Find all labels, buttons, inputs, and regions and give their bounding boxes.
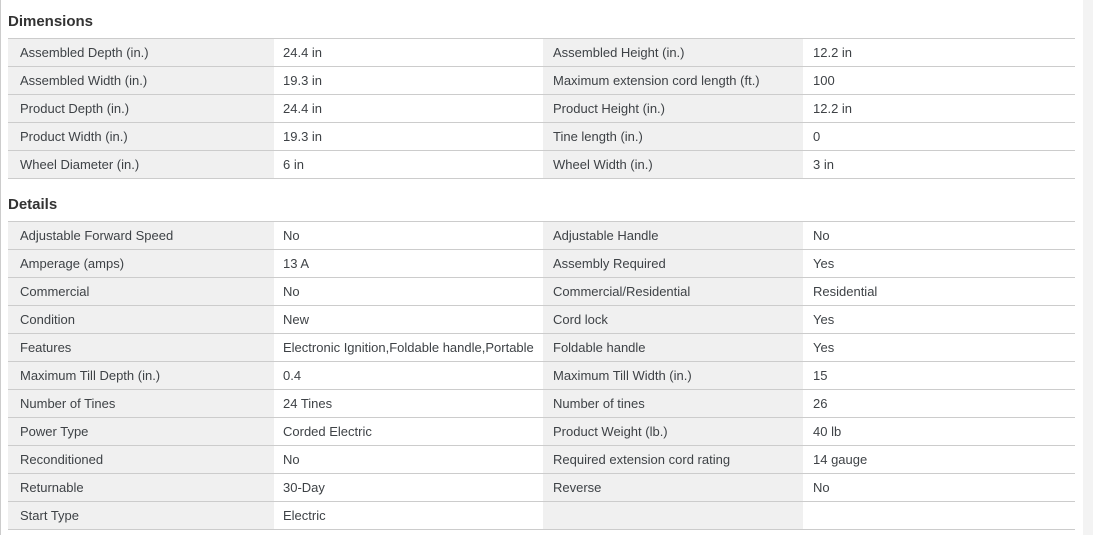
- table-row: [8, 446, 1075, 474]
- spec-label: Power Type: [8, 418, 274, 445]
- table-row: [8, 502, 1075, 530]
- spec-label: Product Height (in.): [543, 95, 803, 122]
- details-section-title: Details: [8, 196, 58, 213]
- spec-label: Tine length (in.): [543, 123, 803, 150]
- spec-label: Condition: [8, 306, 274, 333]
- spec-value: No: [274, 278, 543, 305]
- table-row: [8, 306, 1075, 334]
- table-row: [8, 474, 1075, 502]
- spec-label: Assembled Width (in.): [8, 67, 274, 94]
- spec-value: Yes: [803, 306, 1075, 333]
- spec-label: Wheel Diameter (in.): [8, 151, 274, 178]
- spec-value: Corded Electric: [274, 418, 543, 445]
- spec-value: 0.4: [274, 362, 543, 389]
- spec-label: Adjustable Handle: [543, 222, 803, 249]
- spec-label: Returnable: [8, 474, 274, 501]
- table-row: [8, 250, 1075, 278]
- spec-label: Adjustable Forward Speed: [8, 222, 274, 249]
- spec-label: Commercial/Residential: [543, 278, 803, 305]
- spec-value: 26: [803, 390, 1075, 417]
- spec-label: Product Depth (in.): [8, 95, 274, 122]
- spec-label: Amperage (amps): [8, 250, 274, 277]
- table-row: [8, 95, 1075, 123]
- table-row: [8, 39, 1075, 67]
- spec-value: No: [274, 446, 543, 473]
- scrollbar-track[interactable]: [1083, 0, 1093, 535]
- details-table: [8, 221, 1075, 530]
- table-row: [8, 390, 1075, 418]
- table-row: [8, 278, 1075, 306]
- spec-label: Product Width (in.): [8, 123, 274, 150]
- spec-value: Electric: [274, 502, 543, 529]
- table-row: [8, 334, 1075, 362]
- spec-value: 12.2 in: [803, 39, 1075, 66]
- spec-value: 14 gauge: [803, 446, 1075, 473]
- spec-value: Electronic Ignition,Foldable handle,Portable: [274, 334, 543, 361]
- spec-label: Start Type: [8, 502, 274, 529]
- spec-value: 24.4 in: [274, 95, 543, 122]
- table-row: [8, 222, 1075, 250]
- spec-value: 19.3 in: [274, 123, 543, 150]
- spec-value: New: [274, 306, 543, 333]
- spec-label: [543, 502, 803, 529]
- spec-label: Maximum extension cord length (ft.): [543, 67, 803, 94]
- spec-label: Number of tines: [543, 390, 803, 417]
- spec-label: Foldable handle: [543, 334, 803, 361]
- spec-value: 15: [803, 362, 1075, 389]
- spec-label: Commercial: [8, 278, 274, 305]
- spec-label: Required extension cord rating: [543, 446, 803, 473]
- spec-label: Reverse: [543, 474, 803, 501]
- table-row: [8, 151, 1075, 179]
- spec-value: 30-Day: [274, 474, 543, 501]
- spec-label: Features: [8, 334, 274, 361]
- spec-value: 12.2 in: [803, 95, 1075, 122]
- spec-label: Maximum Till Depth (in.): [8, 362, 274, 389]
- spec-value: No: [803, 222, 1075, 249]
- spec-value: No: [803, 474, 1075, 501]
- spec-value: [803, 502, 1075, 529]
- table-row: [8, 123, 1075, 151]
- table-row: [8, 418, 1075, 446]
- spec-label: Reconditioned: [8, 446, 274, 473]
- spec-label: Cord lock: [543, 306, 803, 333]
- spec-value: 3 in: [803, 151, 1075, 178]
- page-left-border: [0, 0, 1, 535]
- spec-value: 0: [803, 123, 1075, 150]
- spec-value: Residential: [803, 278, 1075, 305]
- spec-label: Maximum Till Width (in.): [543, 362, 803, 389]
- spec-label: Product Weight (lb.): [543, 418, 803, 445]
- spec-label: Assembly Required: [543, 250, 803, 277]
- spec-value: 100: [803, 67, 1075, 94]
- spec-value: Yes: [803, 334, 1075, 361]
- spec-label: Number of Tines: [8, 390, 274, 417]
- table-row: [8, 67, 1075, 95]
- spec-value: 24 Tines: [274, 390, 543, 417]
- spec-value: 19.3 in: [274, 67, 543, 94]
- spec-value: 40 lb: [803, 418, 1075, 445]
- spec-value: 13 A: [274, 250, 543, 277]
- dimensions-section-title: Dimensions: [8, 13, 94, 30]
- spec-label: Assembled Height (in.): [543, 39, 803, 66]
- spec-label: Wheel Width (in.): [543, 151, 803, 178]
- spec-value: No: [274, 222, 543, 249]
- table-row: [8, 362, 1075, 390]
- spec-value: Yes: [803, 250, 1075, 277]
- dimensions-table: [8, 38, 1075, 179]
- spec-value: 24.4 in: [274, 39, 543, 66]
- specifications-content: [8, 0, 1075, 530]
- spec-label: Assembled Depth (in.): [8, 39, 274, 66]
- spec-value: 6 in: [274, 151, 543, 178]
